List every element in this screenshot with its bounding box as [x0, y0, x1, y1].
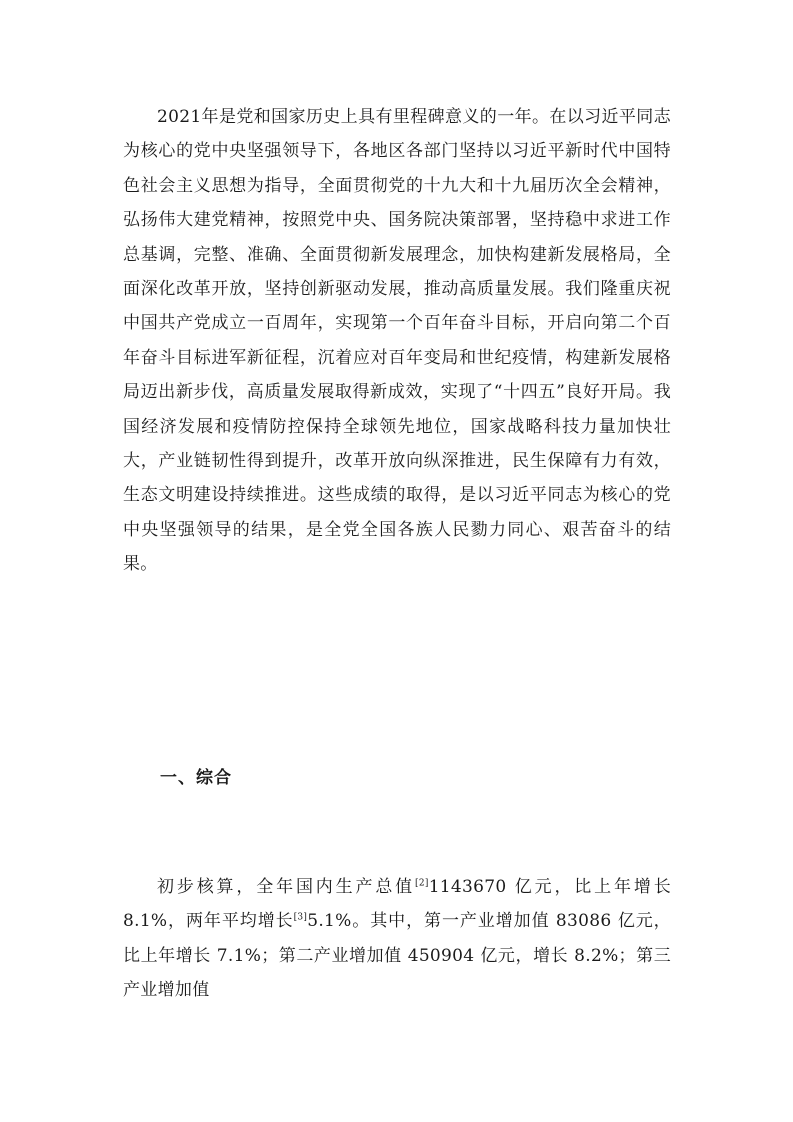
gdp-paragraph-text-1: 初步核算，全年国内生产总值 — [157, 877, 416, 897]
section-heading: 一、综合 — [160, 768, 232, 788]
intro-paragraph: 2021年是党和国家历史上具有里程碑意义的一年。在以习近平同志为核心的党中央坚强领导下，各地区各部门坚持以习近平新时代中国特色社会主义思想为指导，全面贯彻党的十九大和十九届历次全会精神，弘扬伟大建党精神，按照党中央、国务院决策部署，坚持稳中求进工作总基调，完整、准确、全面贯彻新发展理念，加快构建新发展格局，全面深化改革开放，坚持创新驱动发展，推动高质量发展。我们隆重庆祝中国共产党成立一百周年，实现第一个百年奋斗目标，开启向第二个百年奋斗目标进军新征程，沉着应对百年变局和世纪疫情，构建新发展格局迈出新步伐，高质量发展取得新成效，实现了“十四五”良好开局。我国经济发展和疫情防控保持全球领先地位，国家战略科技力量加快壮大，产业链韧性得到提升，改革开放向纵深推进，民生保障有力有效，生态文明建设持续推进。这些成绩的取得，是以习近平同志为核心的党中央坚强领导的结果，是全党全国各族人民勠力同心、艰苦奋斗的结果。 — [123, 107, 671, 575]
gdp-paragraph-text-2: 1143670 亿元，比上年增长 8.1%，两年平均增长 — [123, 877, 671, 932]
gdp-paragraph — [123, 870, 671, 1008]
footnote-marker[interactable]: [2] — [415, 878, 429, 889]
footnote-marker[interactable]: [3] — [293, 912, 308, 923]
gdp-paragraph-text-3: 5.1%。其中，第一产业增加值 83086 亿元，比上年增长 7.1%；第二产业增加值 450904 亿元，增长 8.2%；第三产业增加值 — [123, 911, 671, 1001]
